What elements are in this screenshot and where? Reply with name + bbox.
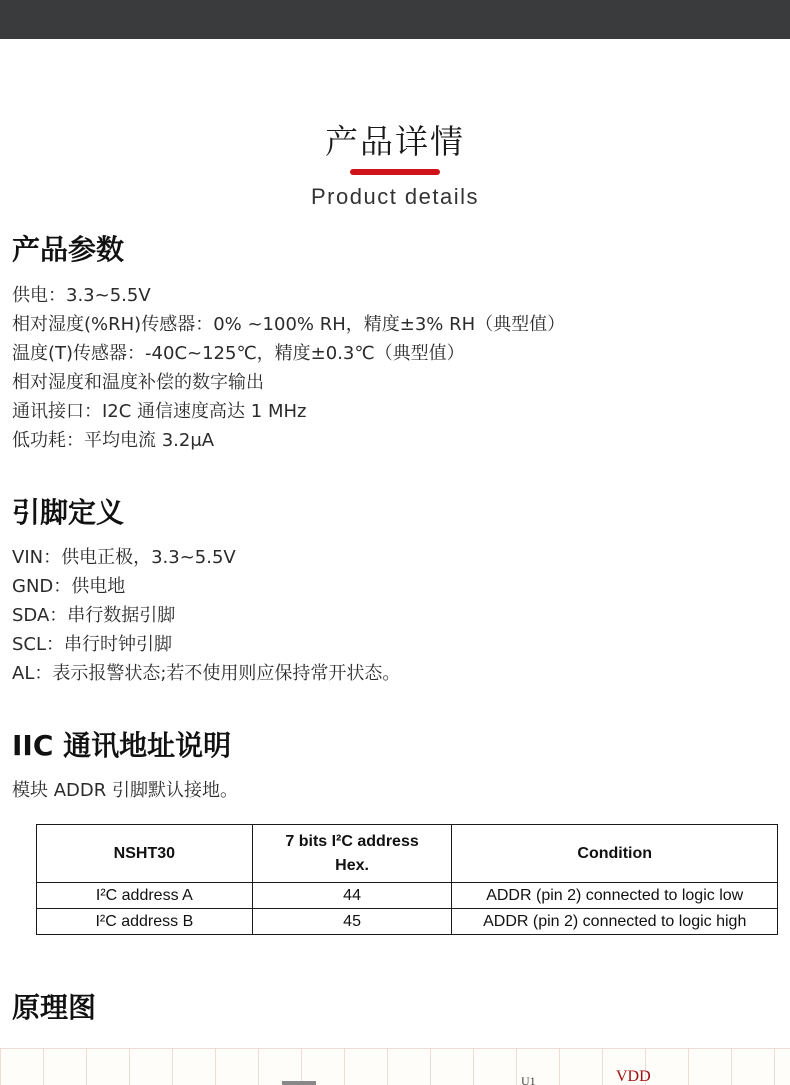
pins-list: [12, 543, 400, 688]
address-table: [36, 824, 778, 935]
table-header: [252, 825, 452, 883]
table-cell: 45: [252, 909, 452, 935]
title-underline: [350, 169, 440, 175]
section-heading-params: 产品参数: [12, 233, 125, 266]
pin-line: SCL：串行时钟引脚: [12, 634, 173, 655]
table-header-row: [37, 825, 778, 883]
section-heading-iic: IIC 通讯地址说明: [12, 729, 232, 762]
pin-line: GND：供电地: [12, 576, 126, 597]
table-header: Condition: [452, 825, 778, 883]
table-cell: I²C address B: [37, 909, 253, 935]
page-title: 产品详情: [325, 122, 465, 161]
table-header-line: Hex.: [335, 856, 369, 874]
params-list: [12, 281, 565, 455]
table-header-line: 7 bits I²C address: [285, 832, 419, 850]
table-cell: ADDR (pin 2) connected to logic high: [452, 909, 778, 935]
schematic-label-vdd: VDD: [616, 1068, 651, 1085]
schematic-image: [0, 1048, 790, 1085]
section-heading-schematic: 原理图: [12, 991, 97, 1024]
pin-line: VIN：供电正极，3.3~5.5V: [12, 547, 236, 568]
params-line: 低功耗：平均电流 3.2μA: [12, 430, 215, 451]
table-row: [37, 883, 778, 909]
schematic-label-u1: U1: [521, 1074, 536, 1085]
section-heading-pins: 引脚定义: [12, 496, 125, 529]
table-cell: I²C address A: [37, 883, 253, 909]
pin-line: SDA：串行数据引脚: [12, 605, 176, 626]
params-line: 通讯接口：I2C 通信速度高达 1 MHz: [12, 401, 307, 422]
table-header: NSHT30: [37, 825, 253, 883]
params-line: 相对湿度和温度补偿的数字输出: [12, 372, 264, 393]
top-bar: [0, 0, 790, 39]
table-cell: 44: [252, 883, 452, 909]
iic-note: 模块 ADDR 引脚默认接地。: [12, 780, 238, 801]
params-line: 温度(T)传感器：-40C~125℃，精度±0.3℃（典型值）: [12, 343, 465, 364]
schematic-wire: [282, 1081, 316, 1085]
page-subtitle: Product details: [310, 184, 480, 209]
table-row: [37, 909, 778, 935]
params-line: 供电：3.3~5.5V: [12, 285, 151, 306]
pin-line: AL：表示报警状态;若不使用则应保持常开状态。: [12, 663, 401, 684]
params-line: 相对湿度(%RH)传感器：0% ~100% RH，精度±3% RH（典型值）: [12, 314, 566, 335]
table-cell: ADDR (pin 2) connected to logic low: [452, 883, 778, 909]
